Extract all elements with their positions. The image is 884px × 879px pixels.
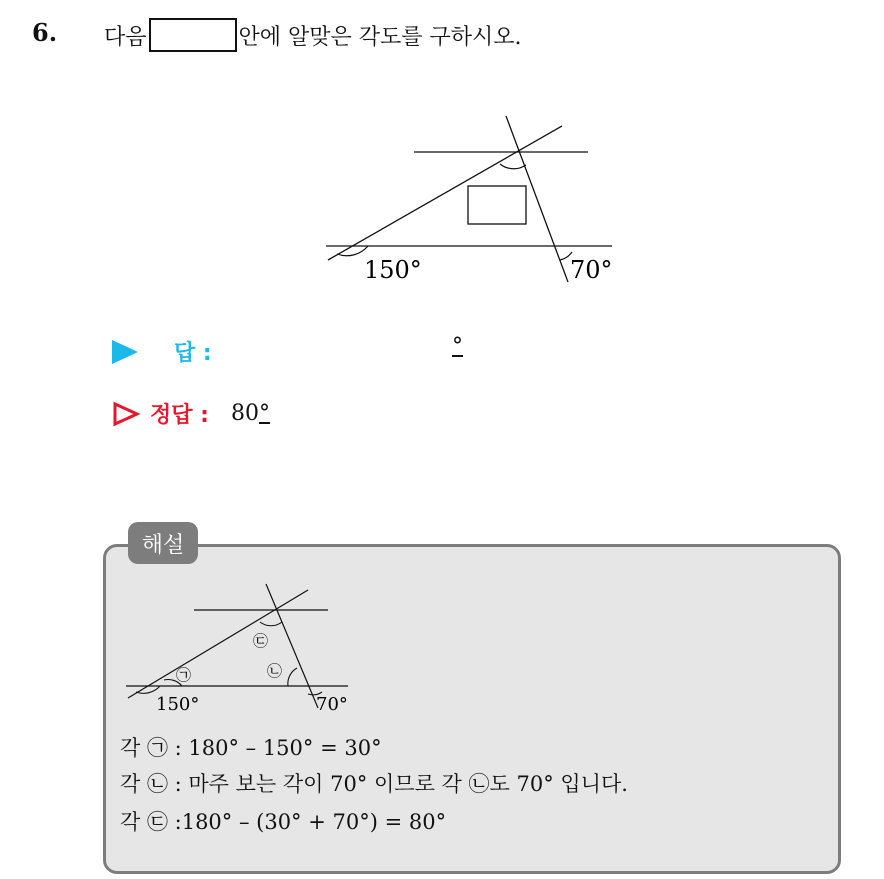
sol-diagonal-right-line: [266, 584, 318, 708]
angle-150-label: 150°: [364, 256, 422, 284]
mark-c-label: ㉢: [253, 632, 269, 650]
explanation-line-1: 각 ㉠ : 180° – 150° = 30°: [120, 736, 382, 760]
correct-value: 80: [230, 401, 259, 426]
angle-70-label: 70°: [570, 256, 613, 284]
correct-degree-mark: °: [258, 401, 270, 426]
diagonal-left-line: [328, 126, 562, 260]
left-angle-arc: [337, 246, 368, 256]
explanation-line-3: 각 ㉢ :180° – (30° + 70°) = 80°: [120, 810, 447, 834]
sol-angle-70-label: 70°: [316, 694, 348, 715]
question-number: 6.: [32, 18, 58, 47]
answer-row: [112, 336, 212, 367]
question-text: [104, 18, 522, 52]
explanation-tab: 해설: [128, 522, 198, 564]
sol-inner-right-arc: [288, 668, 297, 686]
explanation-line-2: 각 ㉡ : 마주 보는 각이 70° 이므로 각 ㉡도 70° 입니다.: [120, 772, 628, 796]
outline-triangle-icon: [112, 401, 140, 427]
mark-a-label: ㉠: [176, 666, 192, 684]
sol-angle-150-label: 150°: [156, 694, 200, 715]
sol-left-arc: [136, 686, 160, 693]
answer-label: 답 :: [174, 341, 212, 366]
top-angle-arc: [500, 164, 526, 169]
sol-diagonal-left-line: [128, 590, 308, 698]
play-triangle-icon: [112, 340, 138, 364]
solution-figure: [122, 580, 362, 720]
question-blank-box: [149, 18, 237, 52]
sol-top-arc: [260, 622, 282, 626]
correct-value-group: [231, 401, 270, 426]
unknown-angle-box: [468, 186, 526, 224]
main-figure: [320, 112, 620, 292]
mark-b-label: ㉡: [267, 662, 283, 680]
question-text-after: 안에 알맞은 각도를 구하시오.: [238, 24, 522, 50]
correct-label: 정답 :: [150, 403, 209, 428]
answer-degree-mark: °: [452, 334, 463, 359]
correct-row: [112, 398, 270, 429]
question-text-before: 다음: [104, 24, 147, 50]
